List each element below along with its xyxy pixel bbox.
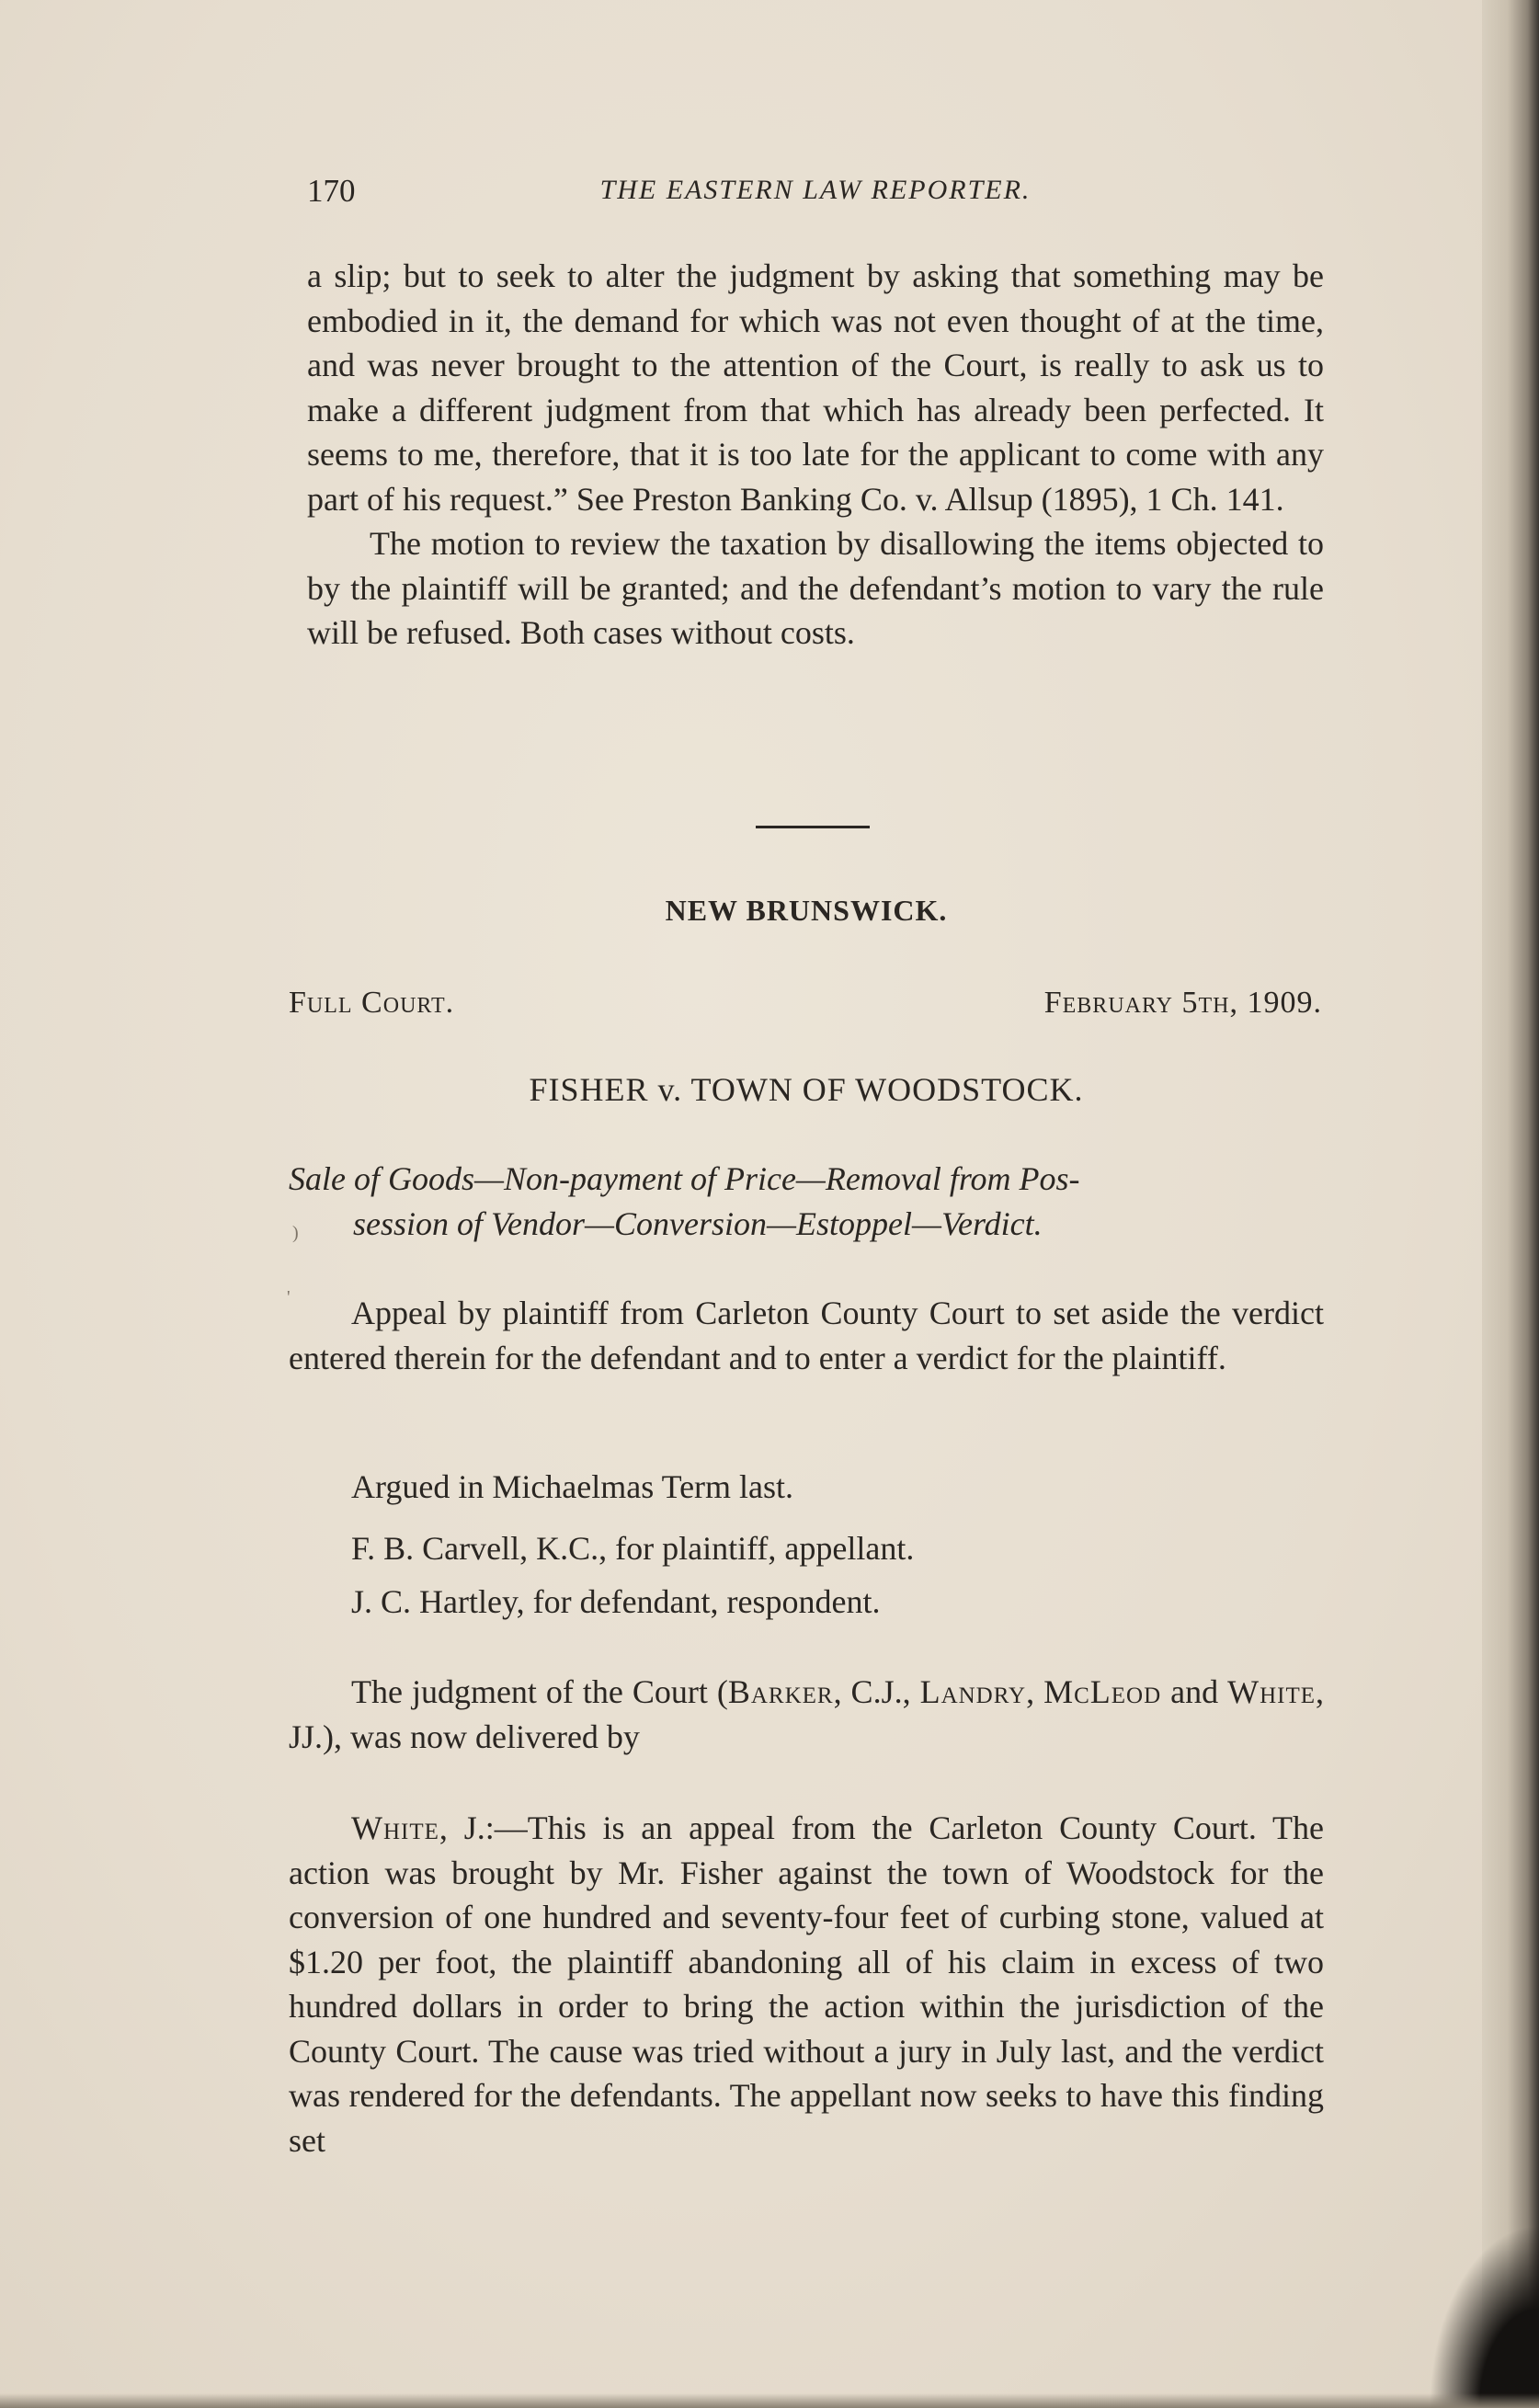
continuation-paragraph: a slip; but to seek to alter the judgment by asking that something may be embodied in it, the demand for which was not even thought of at the time, and was never brought to the attention of the Court, is really to ask us to make a different judgment from that which has already been perfected. It seems to me, therefore, that it is too late for the applicant to come with any part of his request.” See Preston Banking Co. v. Allsup (1895), 1 Ch. 141.: [307, 257, 1324, 518]
court-line: [289, 986, 1322, 1026]
opinion-paragraph: [289, 1806, 1324, 2163]
judge-name: Barker: [727, 1673, 834, 1710]
counsel-defendant: J. C. Hartley, for defendant, respondent.: [351, 1583, 881, 1620]
continuation-text: [307, 254, 1324, 656]
headnote-line: session of Vendor—Conversion—Estoppel—Verdict.: [353, 1204, 1043, 1242]
judgment-intro-prefix: The judgment of the Court (: [351, 1673, 728, 1710]
judge-name: White: [1227, 1673, 1316, 1710]
opinion: [289, 1806, 1324, 2163]
running-title: THE EASTERN LAW REPORTER.: [599, 175, 1032, 205]
judgment-intro-separator: and: [1161, 1673, 1228, 1710]
decision-date: February 5th, 1909.: [1043, 986, 1322, 1020]
argued-line: Argued in Michaelmas Term last.: [351, 1468, 794, 1505]
case-title: FISHER v. TOWN OF WOODSTOCK.: [529, 1071, 1084, 1108]
section-divider: [756, 826, 870, 828]
opinion-judge-suffix: , J.:—: [439, 1809, 528, 1846]
judge-name: McLeod: [1043, 1673, 1162, 1710]
headnote-line: Sale of Goods—Non-payment of Price—Removal from Pos-: [289, 1160, 1080, 1197]
appeal-paragraph: Appeal by plaintiff from Carleton County Court to set aside the verdict entered therein for the defendant and to enter a verdict for the plaintiff.: [289, 1295, 1324, 1376]
print-speck: ): [292, 1223, 299, 1243]
court-name: Full Court.: [289, 986, 455, 1020]
judgment-intro-paragraph: [289, 1670, 1324, 1759]
page-bottom-edge: [0, 2393, 1539, 2408]
appeal-statement: [289, 1291, 1324, 1380]
headnote: [289, 1157, 1324, 1246]
section-heading: NEW BRUNSWICK.: [665, 894, 948, 927]
opinion-text: This is an appeal from the Carleton County Court. The action was brought by Mr. Fisher against the town of Woodstock for the conversion of one hundred and seventy-four feet of curbing stone, valued at $1.20 per foot, the plaintiff abandoning all of his claim in excess of two hundred dollars in order to bring the action within the jurisdiction of the County Court. The cause was tried without a jury in July last, and the verdict was rendered for the defendants. The appellant now seeks to have this finding set: [289, 1809, 1325, 2159]
counsel-plaintiff: F. B. Carvell, K.C., for plaintiff, appellant.: [351, 1530, 915, 1567]
page-gutter-edge: [1482, 0, 1539, 2408]
print-speck: ': [287, 1287, 291, 1307]
running-head: [307, 173, 1324, 219]
judgment-intro-separator: ,: [1026, 1673, 1044, 1710]
ruling-paragraph: The motion to review the taxation by disallowing the items objected to by the plaintiff will be granted; and the defendant’s motion to vary the rule will be refused. Both cases without costs.: [307, 525, 1324, 651]
judgment-intro-separator: , C.J.,: [833, 1673, 920, 1710]
page-number: 170: [307, 173, 356, 209]
judgment-intro-suffix: , JJ.), was now delivered by: [289, 1673, 1324, 1755]
judgment-intro: [289, 1670, 1324, 1759]
page-corner-shadow: [1429, 2224, 1539, 2408]
judge-name: Landry: [919, 1673, 1027, 1710]
opinion-judge: White: [351, 1809, 439, 1846]
